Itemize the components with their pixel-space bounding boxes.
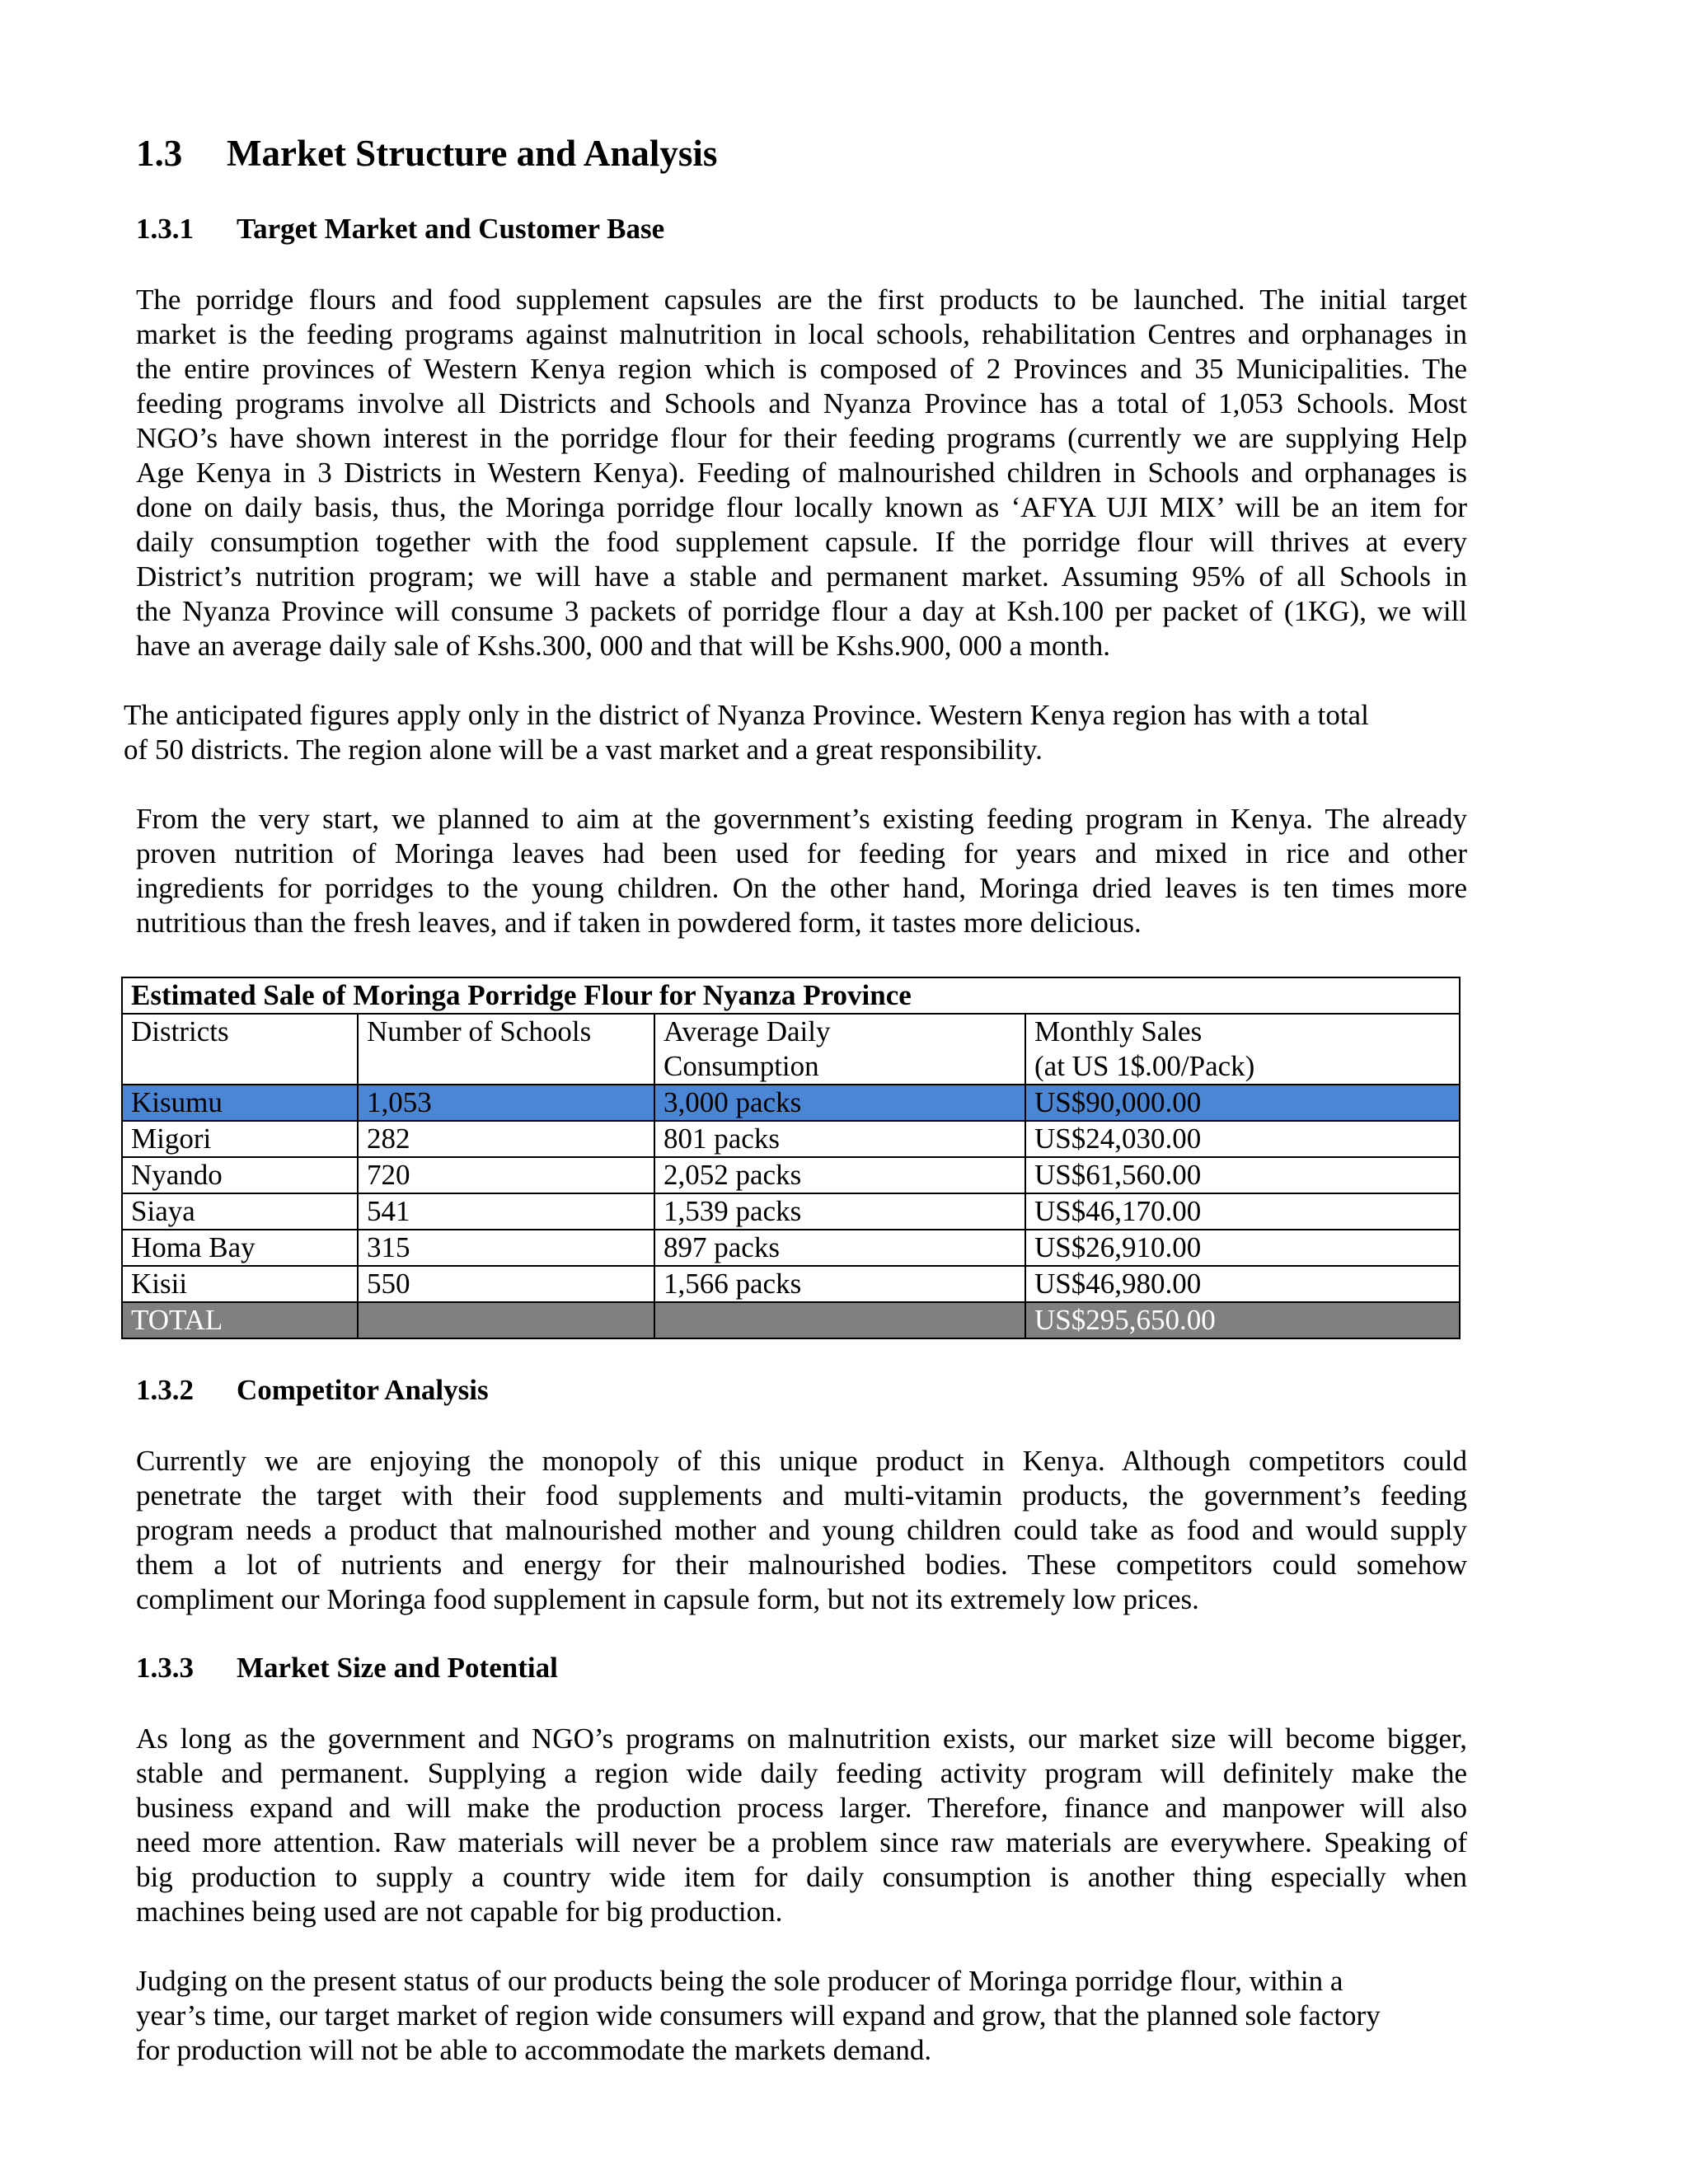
paragraph-line: NGO’s have shown interest in the porridge flour for their feeding programs (currently we are supplying Help — [136, 422, 1467, 454]
header-schools-label: Number of Schools — [367, 1015, 592, 1047]
table-title: Estimated Sale of Moringa Porridge Flour for Nyanza Province — [122, 977, 1460, 1014]
paragraph-line: year’s time, our target market of region wide consumers will expand and grow, that the planned sole factory — [136, 1999, 1381, 2032]
paragraph-line: done on daily basis, thus, the Moringa porridge flour locally known as ‘AFYA UJI MIX’ will be an item for — [136, 491, 1467, 523]
paragraph-line: The anticipated figures apply only in the district of Nyanza Province. Western Kenya region has with a total — [124, 699, 1369, 731]
header-consumption-line1: Average Daily — [663, 1015, 831, 1047]
cell-consumption: 1,566 packs — [654, 1266, 1025, 1302]
cell-schools: 550 — [358, 1266, 654, 1302]
paragraph-line: District’s nutrition program; we will have a stable and permanent market. Assuming 95% of all Schools in — [136, 560, 1467, 593]
paragraph-line: feeding programs involve all Districts and Schools and Nyanza Province has a total of 1,053 Schools. Most — [136, 387, 1467, 419]
table-total-row — [122, 1302, 1460, 1338]
subsection-title: Target Market and Customer Base — [237, 213, 665, 245]
subsection-heading-target — [136, 213, 664, 246]
header-districts-label: Districts — [131, 1015, 229, 1047]
cell-empty — [358, 1302, 654, 1338]
paragraph-line: need more attention. Raw materials will never be a problem since raw materials are everywhere. Speaking of — [136, 1826, 1467, 1858]
paragraph-line: ingredients for porridges to the young children. On the other hand, Moringa dried leaves is ten times more — [136, 872, 1467, 904]
paragraph-line: machines being used are not capable for big production. — [136, 1896, 783, 1928]
paragraph-line: Age Kenya in 3 Districts in Western Kenya). Feeding of malnourished children in Schools and orphanages is — [136, 457, 1467, 489]
paragraph-line: big production to supply a country wide item for daily consumption is another thing especially when — [136, 1861, 1467, 1893]
sales-table — [121, 977, 1461, 1339]
cell-district: Kisumu — [122, 1085, 358, 1121]
cell-district: Nyando — [122, 1157, 358, 1193]
paragraph-line: program needs a product that malnourished mother and young children could take as food and would supply — [136, 1514, 1467, 1546]
paragraph-line: business expand and will make the production process larger. Therefore, finance and manpower will also — [136, 1792, 1467, 1824]
cell-sales: US$46,980.00 — [1025, 1266, 1460, 1302]
paragraph-market-size — [136, 1722, 1467, 1929]
cell-sales: US$46,170.00 — [1025, 1193, 1460, 1230]
cell-schools: 720 — [358, 1157, 654, 1193]
table-header-row — [122, 1014, 1460, 1085]
paragraph-line: daily consumption together with the food supplement capsule. If the porridge flour will thrives at every — [136, 526, 1467, 558]
cell-consumption: 801 packs — [654, 1121, 1025, 1157]
cell-sales: US$61,560.00 — [1025, 1157, 1460, 1193]
paragraph-line: for production will not be able to accommodate the markets demand. — [136, 2034, 932, 2066]
paragraph-line: the entire provinces of Western Kenya region which is composed of 2 Provinces and 35 Municipalities. The — [136, 353, 1467, 385]
paragraph-competitor-analysis — [136, 1444, 1467, 1617]
paragraph-target-market — [136, 283, 1467, 663]
paragraph-line: stable and permanent. Supplying a region wide daily feeding activity program will definitely make the — [136, 1757, 1467, 1789]
section-number: 1.3 — [136, 133, 183, 174]
cell-schools: 1,053 — [358, 1085, 654, 1121]
section-title: Market Structure and Analysis — [227, 133, 718, 174]
subsection-title: Competitor Analysis — [237, 1374, 489, 1406]
cell-consumption: 2,052 packs — [654, 1157, 1025, 1193]
cell-total-sales: US$295,650.00 — [1025, 1302, 1460, 1338]
paragraph-line: compliment our Moringa food supplement in capsule form, but not its extremely low prices. — [136, 1583, 1199, 1615]
header-districts — [122, 1014, 358, 1085]
paragraph-line: Currently we are enjoying the monopoly of this unique product in Kenya. Although competitors could — [136, 1445, 1467, 1477]
section-heading — [136, 132, 717, 175]
paragraph-line: Judging on the present status of our products being the sole producer of Moringa porridge flour, within a — [136, 1965, 1343, 1997]
cell-district: Homa Bay — [122, 1230, 358, 1266]
table-row — [122, 1085, 1460, 1121]
subsection-number: 1.3.3 — [136, 1652, 194, 1684]
paragraph-line: penetrate the target with their food supplements and multi-vitamin products, the government’s feeding — [136, 1479, 1467, 1511]
paragraph-line: nutritious than the fresh leaves, and if taken in powdered form, it tastes more delicious. — [136, 907, 1142, 939]
cell-schools: 282 — [358, 1121, 654, 1157]
table-row — [122, 1230, 1460, 1266]
paragraph-line: have an average daily sale of Kshs.300, 000 and that will be Kshs.900, 000 a month. — [136, 630, 1110, 662]
table-row — [122, 1266, 1460, 1302]
cell-sales: US$26,910.00 — [1025, 1230, 1460, 1266]
paragraph-line: From the very start, we planned to aim at the government’s existing feeding program in Kenya. The already — [136, 803, 1467, 835]
header-sales-line2: (at US 1$.00/Pack) — [1034, 1050, 1255, 1082]
cell-schools: 541 — [358, 1193, 654, 1230]
cell-district: Migori — [122, 1121, 358, 1157]
cell-consumption: 897 packs — [654, 1230, 1025, 1266]
subsection-heading-competitor — [136, 1374, 489, 1407]
cell-sales: US$90,000.00 — [1025, 1085, 1460, 1121]
table-row — [122, 1157, 1460, 1193]
header-sales — [1025, 1014, 1460, 1085]
paragraph-line: of 50 districts. The region alone will be a vast market and a great responsibility. — [124, 733, 1043, 766]
paragraph-line: As long as the government and NGO’s programs on malnutrition exists, our market size will become bigger, — [136, 1722, 1467, 1755]
table-row — [122, 1121, 1460, 1157]
subsection-title: Market Size and Potential — [237, 1652, 558, 1684]
subsection-number: 1.3.1 — [136, 213, 194, 245]
cell-district: Kisii — [122, 1266, 358, 1302]
paragraph-feeding-program — [136, 802, 1467, 940]
cell-consumption: 3,000 packs — [654, 1085, 1025, 1121]
table-row — [122, 1193, 1460, 1230]
paragraph-outlook — [136, 1964, 1467, 2068]
paragraph-line: The porridge flours and food supplement capsules are the first products to be launched. The initial target — [136, 284, 1467, 316]
cell-consumption: 1,539 packs — [654, 1193, 1025, 1230]
header-consumption — [654, 1014, 1025, 1085]
header-consumption-line2: Consumption — [663, 1050, 819, 1082]
paragraph-line: the Nyanza Province will consume 3 packets of porridge flour a day at Ksh.100 per packet of (1KG), we will — [136, 595, 1467, 627]
table-title-row — [122, 977, 1460, 1014]
paragraph-anticipated-figures — [124, 698, 1442, 767]
cell-empty — [654, 1302, 1025, 1338]
header-schools — [358, 1014, 654, 1085]
subsection-heading-size — [136, 1652, 558, 1685]
paragraph-line: them a lot of nutrients and energy for their malnourished bodies. These competitors could somehow — [136, 1549, 1467, 1581]
paragraph-line: market is the feeding programs against malnutrition in local schools, rehabilitation Centres and orphanages in — [136, 318, 1467, 350]
paragraph-line: proven nutrition of Moringa leaves had been used for feeding for years and mixed in rice and other — [136, 837, 1467, 869]
cell-district: Siaya — [122, 1193, 358, 1230]
header-sales-line1: Monthly Sales — [1034, 1015, 1203, 1047]
subsection-number: 1.3.2 — [136, 1374, 194, 1406]
cell-sales: US$24,030.00 — [1025, 1121, 1460, 1157]
cell-schools: 315 — [358, 1230, 654, 1266]
cell-total-label: TOTAL — [122, 1302, 358, 1338]
